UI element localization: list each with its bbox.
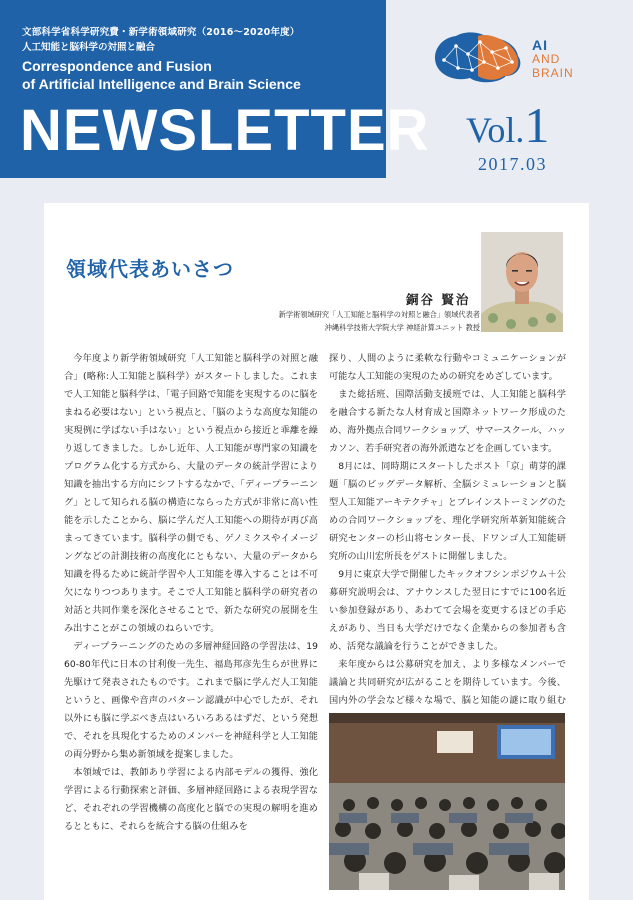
- logo-brain: BRAIN: [532, 66, 574, 80]
- paragraph: 8月には、同時期にスタートしたポスト「京」萌芽的課題「脳のビッグデータ解析、全脳シミュレーションと脳型人工知能アーキテクチャ」とブレインストーミングのための合同ワークショップを、理化学研究所革新知能統合研究センターの杉山将センター長、ドワンゴ人工知能研究所の山川宏所長をゲストに開催しました。: [329, 461, 566, 562]
- author-name: 銅谷 賢治: [406, 292, 471, 307]
- volume-prefix: Vol.: [466, 110, 525, 150]
- volume-label: [466, 97, 550, 155]
- paragraph: 9月に東京大学で開催したキックオフシンポジウム＋公募研究説明会は、アナウンスした翌日にすでに100名近い参加登録があり、あわてて会場を変更するほどの手応えがあり、当日も大学だけでなく企業からの参加者も含め、活発な議論を行うことができました。: [329, 569, 566, 652]
- volume-number: 1: [524, 97, 550, 153]
- paragraph: 探り、人間のように柔軟な行動やコミュニケーションが可能な人工知能の実現のための研究をめざしています。: [329, 353, 566, 382]
- paragraph: 来年度からは公募研究を加え、より多様なメンバーで議論と共同研究が広がることを期待しています。今後、国内外の学会など様々な場で、脳と知能の謎に取り組む: [329, 659, 566, 706]
- article-card: [44, 203, 589, 900]
- paragraph: 今年度より新学術領域研究「人工知能と脳科学の対照と融合」(略称:人工知能と脳科学）がスタートしました。これまで人工知能と脳科学は、「電子回路で知能を実現するのに脳をまねる必要はない」という視点と、「脳のような高度な知能の実現例に学ばない手はない」という視点から接近と乖離を繰り返してきました。しかし近年、人工知能が専門家の知識をプログラム化する方式から、大量のデータの統計学習により知識を抽出する方向にシフトするなかで、「ディープラーニング」として知られる脳の構造にならった方式が非常に高い性能を示したことから、脳に学んだ人工知能への期待が再び高まってきています。脳科学の側でも、ゲノミクスやイメージングなどの計測技術の高度化にともない、大量のデータから知識を得るために統計学習や人工知能を導入することは不可欠になりつつあります。そこで人工知能と脳科学の研究者の対話と共同作業を深化させることで、新たな研究の展開を生み出すことがこの領域のねらいです。: [64, 353, 318, 634]
- paragraph: また総括班、国際活動支援班では、人工知能と脳科学を融合する新たな人材育成と国際ネットワーク形成のため、海外拠点合同ワークショップ、サマースクール、ハッカソン、若手研究者の海外派遣などを企画しています。: [329, 389, 566, 454]
- header-band: [0, 0, 430, 178]
- issue-date: 2017.03: [478, 154, 547, 174]
- project-title-en-line1: Correspondence and Fusion: [22, 58, 212, 74]
- article-column-left: [64, 350, 318, 836]
- article-title: 領域代表あいさつ: [66, 257, 234, 281]
- logo-and: AND: [532, 52, 561, 66]
- author-position: 沖縄科学技術大学院大学 神経計算ユニット 教授: [324, 323, 480, 332]
- logo-wordmark: [532, 38, 574, 80]
- logo-ai: AI: [532, 37, 548, 53]
- author-portrait: [481, 232, 563, 332]
- brain-network-icon: [428, 30, 528, 86]
- project-title-jp: 人工知能と脳科学の対照と融合: [22, 42, 156, 53]
- newsletter-title: NEWSLETTER: [20, 98, 430, 163]
- author-affiliation: 新学術領域研究「人工知能と脳科学の対照と融合」領域代表者: [278, 310, 480, 319]
- symposium-photo: [329, 713, 565, 890]
- paragraph: ディープラーニングのための多層神経回路の学習法は、1960-80年代に日本の甘利俊一先生、福島邦彦先生らが世界に先駆けて発表されたものです。これまで脳に学んだ人工知能というと、画像や音声のパターン認識が中心でしたが、それ以外にも脳に学ぶべき点はいろいろあるはずだ、という発想で、それを具現化するためのメンバーを神経科学と人工知能の両分野から集め新領域を提案しました。: [64, 641, 318, 760]
- project-title-en-line2: of Artificial Intelligence and Brain Science: [22, 76, 301, 92]
- grant-line: 文部科学省科学研究費・新学術領域研究（2016～2020年度）: [22, 27, 300, 38]
- article-column-right: [329, 350, 566, 728]
- paragraph: 本領域では、教師あり学習による内部モデルの獲得、強化学習による行動探索と評価、多層神経回路による表現学習など、それぞれの学習機構の高度化と脳での実現の解明を進めるとともに、それらを統合する脳の仕組みを: [64, 767, 318, 832]
